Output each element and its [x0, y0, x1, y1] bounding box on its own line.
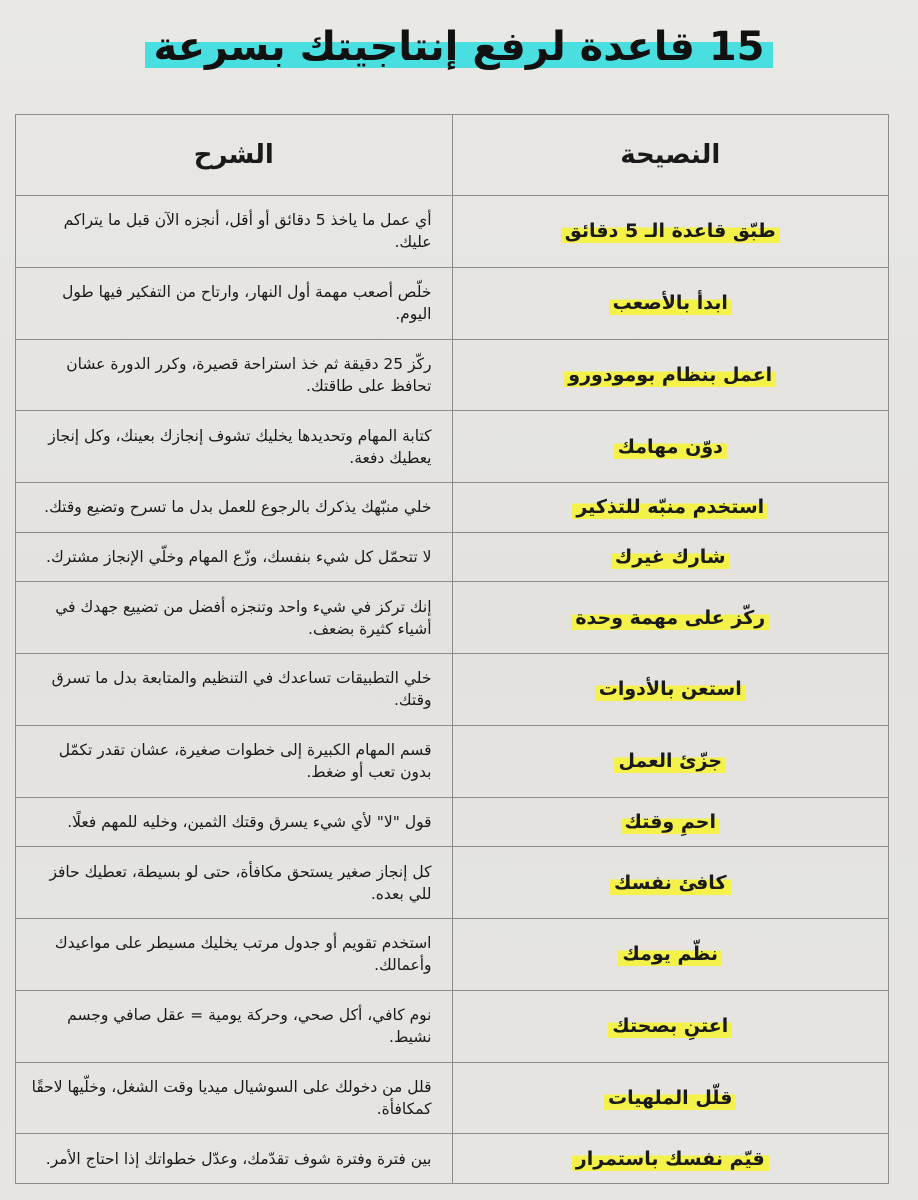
header-tip: النصيحة	[452, 115, 889, 196]
table-row	[16, 847, 889, 919]
table-row	[16, 411, 889, 483]
table-row	[16, 582, 889, 654]
table-row	[16, 797, 889, 846]
table-row	[16, 654, 889, 726]
explanation-cell: ركّز 25 دقيقة ثم خذ استراحة قصيرة، وكرر الدورة عشان تحافظ على طاقتك.	[16, 339, 453, 411]
table-row	[16, 725, 889, 797]
tip-label: قلّل الملهيات	[604, 1083, 736, 1113]
explanation-cell: خلي منبّهك يذكرك بالرجوع للعمل بدل ما تسرح وتضيع وقتك.	[16, 483, 453, 532]
tip-label: احمِ وقتك	[621, 807, 720, 837]
explanation-cell: قلل من دخولك على السوشيال ميديا وقت الشغل، وخلّيها لاحقًا كمكافأة.	[16, 1062, 453, 1134]
table-row	[16, 196, 889, 268]
tip-label: شارك غيرك	[611, 542, 730, 572]
explanation-cell: لا تتحمّل كل شيء بنفسك، وزّع المهام وخلّي الإنجاز مشترك.	[16, 532, 453, 581]
tip-cell	[452, 1134, 889, 1184]
table-row	[16, 1062, 889, 1134]
tip-label: دوّن مهامك	[614, 432, 727, 462]
tip-cell	[452, 532, 889, 581]
table-row	[16, 267, 889, 339]
tip-cell	[452, 411, 889, 483]
tip-cell	[452, 654, 889, 726]
tip-label: نظّم يومك	[618, 939, 722, 969]
tip-cell	[452, 1062, 889, 1134]
tips-table-body	[16, 196, 889, 1184]
tip-label: استخدم منبّه للتذكير	[572, 492, 768, 522]
explanation-cell: كل إنجاز صغير يستحق مكافأة، حتى لو بسيطة، تعطيك حافز للي بعده.	[16, 847, 453, 919]
explanation-cell: بين فترة وفترة شوف تقدّمك، وعدّل خطواتك إذا احتاج الأمر.	[16, 1134, 453, 1184]
tip-label: استعن بالأدوات	[595, 674, 746, 704]
table-row	[16, 339, 889, 411]
tip-cell	[452, 196, 889, 268]
tip-label: اعمل بنظام بومودورو	[564, 360, 776, 390]
tip-cell	[452, 725, 889, 797]
explanation-cell: قول "لا" لأي شيء يسرق وقتك الثمين، وخليه للمهم فعلًا.	[16, 797, 453, 846]
explanation-cell: إنك تركز في شيء واحد وتنجزه أفضل من تضييع جهدك في أشياء كثيرة بضعف.	[16, 582, 453, 654]
explanation-cell: كتابة المهام وتحديدها يخليك تشوف إنجازك بعينك، وكل إنجاز يعطيك دفعة.	[16, 411, 453, 483]
explanation-cell: خلّص أصعب مهمة أول النهار، وارتاح من التفكير فيها طول اليوم.	[16, 267, 453, 339]
tip-label: اعتنِ بصحتك	[608, 1011, 732, 1041]
tip-cell	[452, 990, 889, 1062]
tip-label: ابدأ بالأصعب	[609, 288, 732, 318]
tip-label: جزّئ العمل	[614, 746, 726, 776]
explanation-cell: نوم كافي، أكل صحي، وحركة يومية = عقل صافي وجسم نشيط.	[16, 990, 453, 1062]
table-row	[16, 990, 889, 1062]
tip-label: طبّق قاعدة الـ 5 دقائق	[561, 216, 780, 246]
tip-cell	[452, 582, 889, 654]
tip-label: ركّز على مهمة وحدة	[571, 603, 769, 633]
tip-cell	[452, 267, 889, 339]
tip-label: قيّم نفسك باستمرار	[572, 1144, 769, 1174]
page-title: 15 قاعدة لرفع إنتاجيتك بسرعة	[145, 22, 772, 72]
table-row	[16, 918, 889, 990]
table-row	[16, 1134, 889, 1184]
tip-cell	[452, 847, 889, 919]
tip-cell	[452, 339, 889, 411]
explanation-cell: أي عمل ما ياخذ 5 دقائق أو أقل، أنجزه الآن قبل ما يتراكم عليك.	[16, 196, 453, 268]
title-container	[0, 22, 918, 72]
tips-table	[15, 114, 889, 1184]
header-explanation: الشرح	[16, 115, 453, 196]
table-row	[16, 483, 889, 532]
tip-cell	[452, 797, 889, 846]
tip-cell	[452, 483, 889, 532]
explanation-cell: استخدم تقويم أو جدول مرتب يخليك مسيطر على مواعيدك وأعمالك.	[16, 918, 453, 990]
table-header-row	[16, 115, 889, 196]
tip-label: كافئ نفسك	[610, 868, 731, 898]
explanation-cell: قسم المهام الكبيرة إلى خطوات صغيرة، عشان تقدر تكمّل بدون تعب أو ضغط.	[16, 725, 453, 797]
table-row	[16, 532, 889, 581]
tip-cell	[452, 918, 889, 990]
explanation-cell: خلي التطبيقات تساعدك في التنظيم والمتابعة بدل ما تسرق وقتك.	[16, 654, 453, 726]
